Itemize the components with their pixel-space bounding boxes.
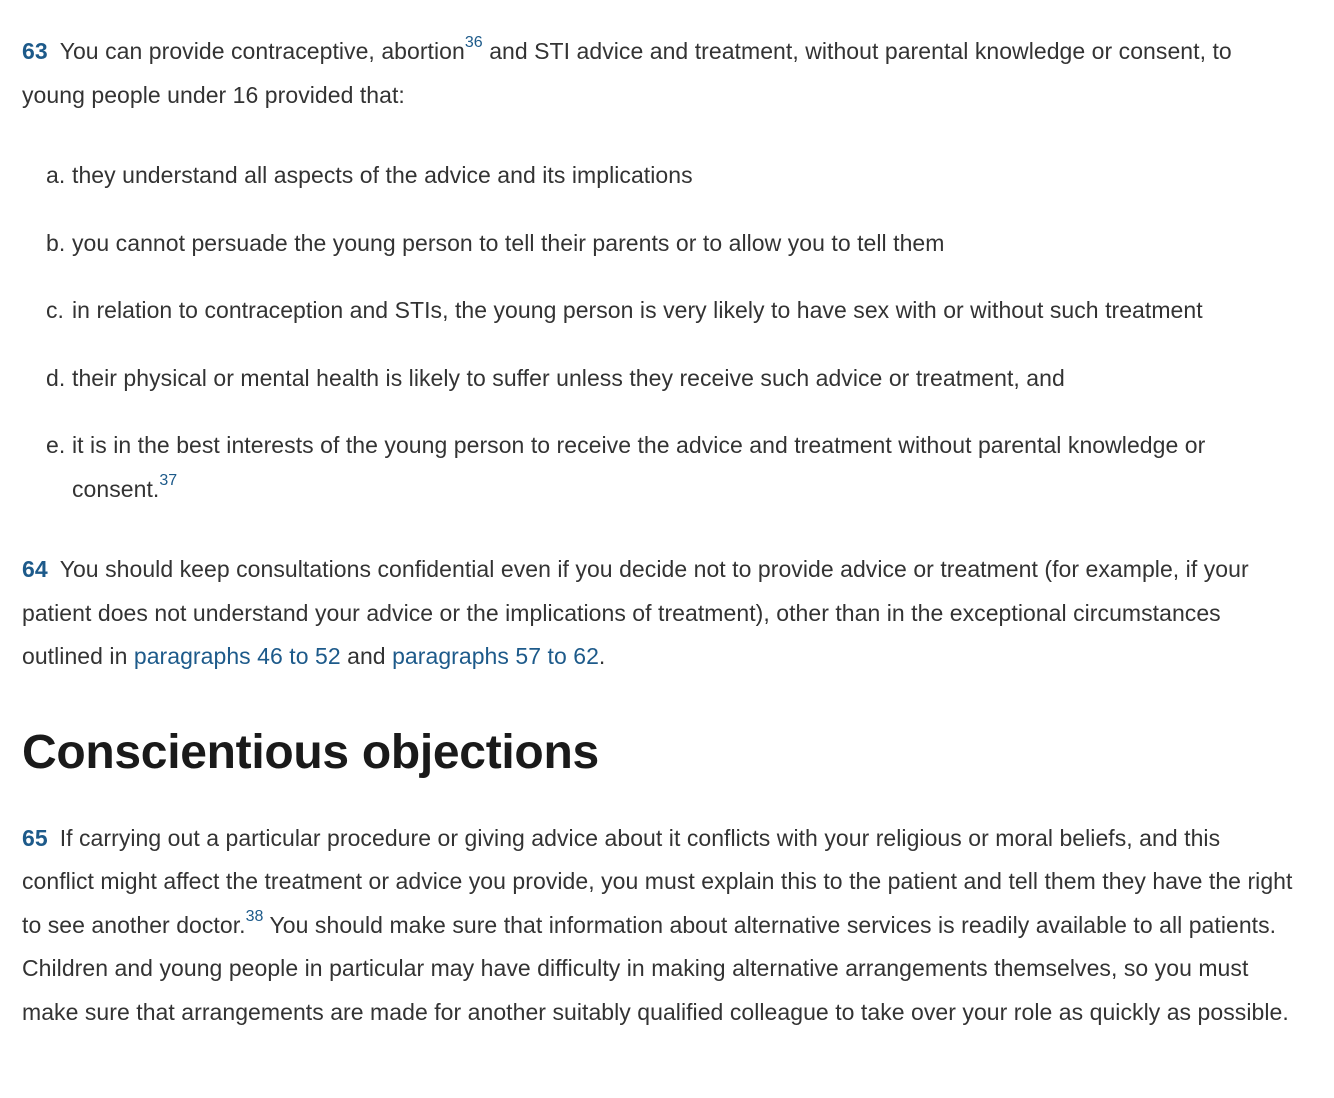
footnote-ref-36[interactable] (465, 34, 483, 51)
footnote-link[interactable]: 38 (245, 907, 264, 925)
list-item (22, 289, 1298, 333)
conditions-list (22, 154, 1298, 511)
footnote-link[interactable]: 37 (159, 471, 178, 489)
paragraph-text: and (340, 643, 393, 669)
paragraph-number: 63 (22, 38, 48, 64)
footnote-ref-38[interactable] (246, 908, 264, 925)
list-item (22, 357, 1298, 401)
paragraph-text: You should keep consultations confidential even if you decide not to provide advice or treatment (for example, if your patient does not understand your advice or the implications of treatment), other than in the exceptional circumstances outlined in (22, 556, 1249, 669)
paragraph-text: You can provide contraceptive, abortion (59, 38, 465, 64)
footnote-link[interactable]: 36 (464, 34, 483, 52)
list-item-text: you cannot persuade the young person to tell their parents or to allow you to tell them (72, 229, 945, 256)
paragraph-text: You should make sure that information about alternative services is readily available to all patients. Children and young people in particular may have difficulty in making alternative arrangements themselves, so you must make sure that arrangements are made for another suitably qualified colleague to take over your role as quickly as possible. (22, 911, 1289, 1025)
list-item (22, 154, 1298, 198)
paragraph-number: 65 (22, 824, 48, 851)
list-marker: c. (46, 297, 64, 323)
list-marker: a. (46, 162, 66, 188)
paragraph-number: 64 (22, 556, 48, 582)
list-item-text: in relation to contraception and STIs, the young person is very likely to have sex with or without such treatment (72, 297, 1203, 323)
paragraph-text: and STI advice and treatment, without parental knowledge or consent, to young people under 16 provided that: (22, 38, 1232, 108)
list-item-text: they understand all aspects of the advice and its implications (72, 162, 693, 188)
paragraph-65 (22, 817, 1298, 1035)
paragraph-text: . (598, 643, 606, 669)
section-heading: Conscientious objections (22, 725, 599, 779)
list-marker: b. (46, 229, 66, 256)
paragraph-63 (22, 30, 1298, 117)
footnote-ref-37[interactable] (159, 472, 177, 489)
list-item-text: their physical or mental health is likely to suffer unless they receive such advice or treatment, and (72, 364, 1065, 391)
list-item (22, 222, 1298, 266)
paragraphs-46-52-link[interactable]: paragraphs 46 to 52 (133, 643, 341, 669)
list-item-text: it is in the best interests of the young person to receive the advice and treatment without parental knowledge or consent. (72, 432, 1206, 502)
list-item (22, 424, 1298, 511)
list-marker: d. (46, 364, 66, 391)
list-marker: e. (46, 432, 66, 458)
paragraphs-57-62-link[interactable]: paragraphs 57 to 62 (392, 643, 599, 669)
paragraph-64 (22, 548, 1298, 679)
paragraph-text: If carrying out a particular procedure or giving advice about it conflicts with your religious or moral beliefs, and this conflict might affect the treatment or advice you provide, you must explain this to the patient and tell them they have the right to see another doctor. (22, 824, 1293, 938)
